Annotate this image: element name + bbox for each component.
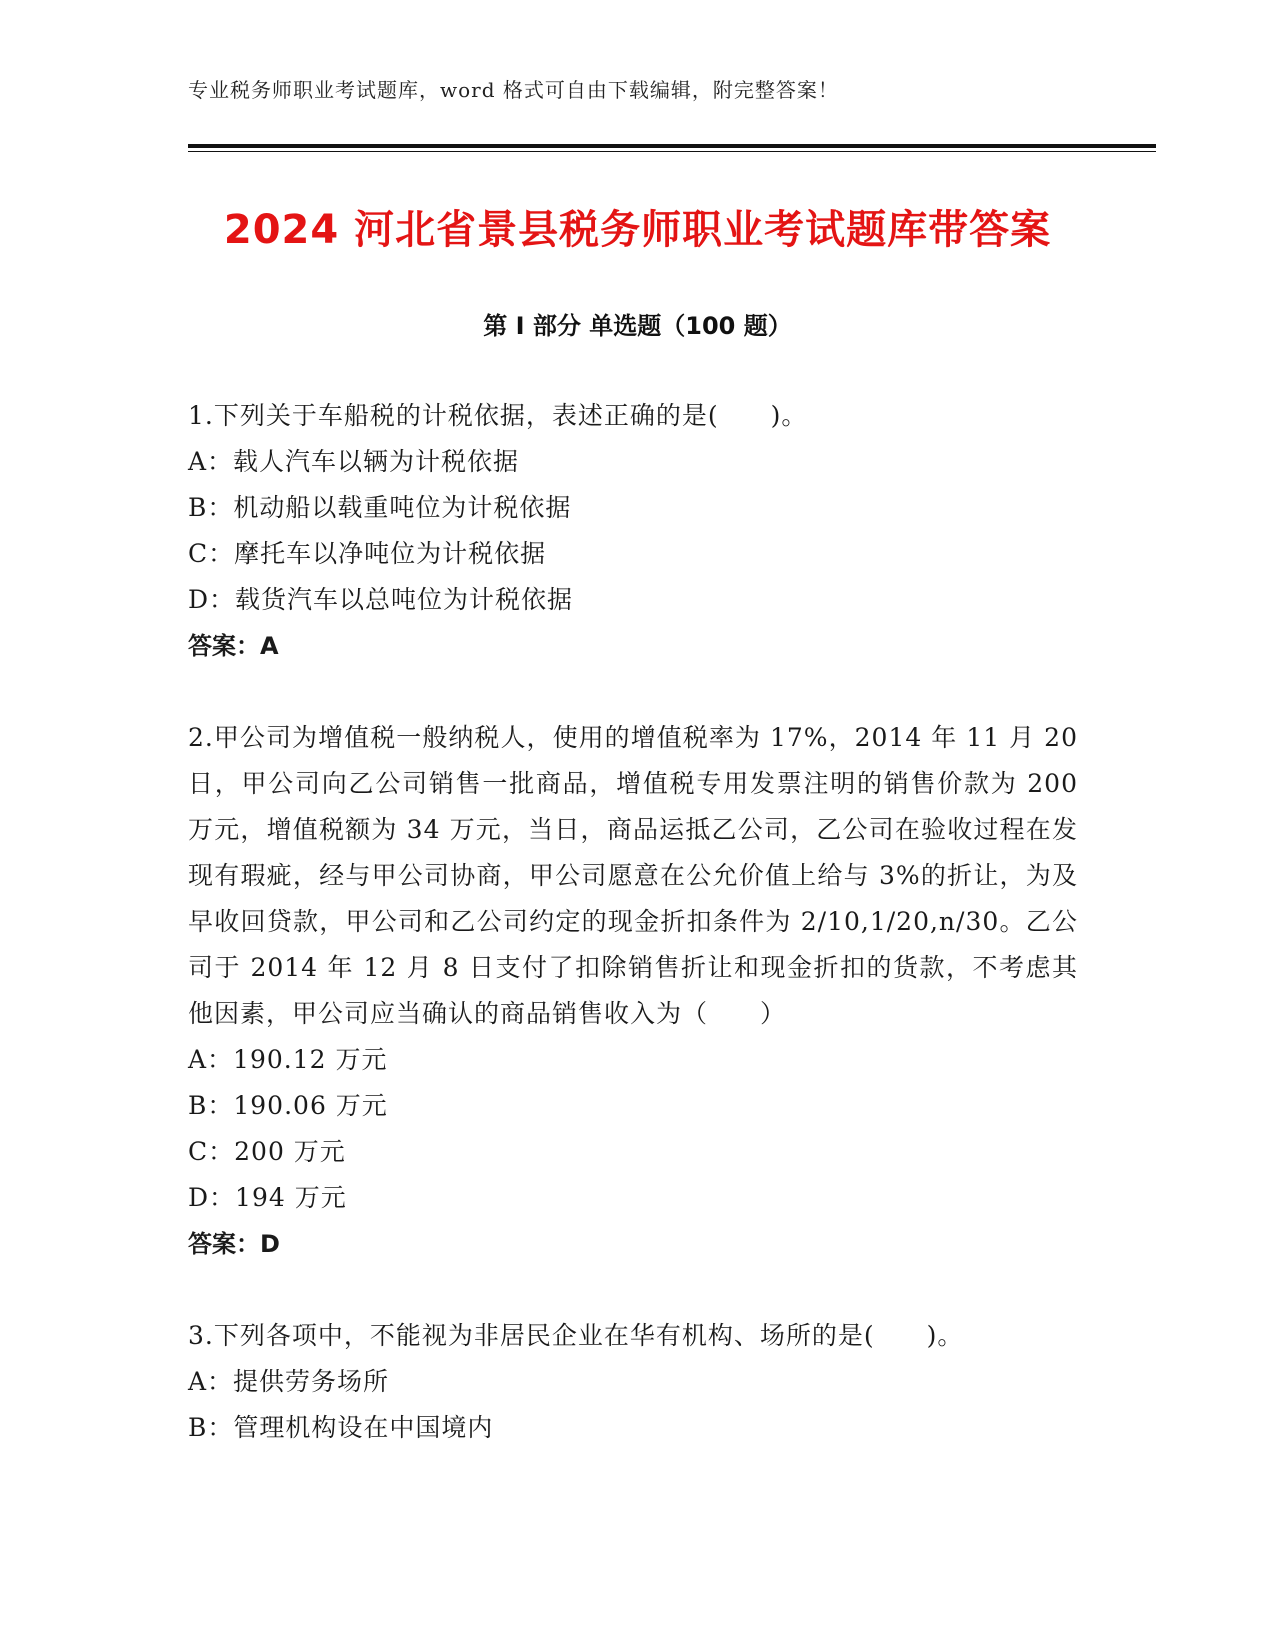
option-a: A：190.12 万元 xyxy=(188,1045,388,1074)
option-c: C：200 万元 xyxy=(188,1137,346,1166)
spacer xyxy=(188,669,1078,715)
option-a: A：载人汽车以辆为计税依据 xyxy=(188,447,520,476)
option-b: B：机动船以载重吨位为计税依据 xyxy=(188,493,572,522)
question-list xyxy=(188,393,1078,1451)
header-rule-thin xyxy=(188,151,1156,152)
question-3 xyxy=(188,1313,1078,1451)
question-stem: 3.下列各项中，不能视为非居民企业在华有机构、场所的是( )。 xyxy=(188,1321,964,1350)
header-rule-thick xyxy=(188,144,1156,148)
answer: 答案：A xyxy=(188,632,279,660)
question-stem: 2.甲公司为增值税一般纳税人，使用的增值税率为 17%，2014 年 11 月 20 日，甲公司向乙公司销售一批商品，增值税专用发票注明的销售价款为 200 万元，增值税额为 34 万元，当日，商品运抵乙公司，乙公司在验收过程在发现有瑕疵，经与甲公司协商，甲公司愿意在公允价值上给与 3%的折让，为及早收回贷款，甲公司和乙公司约定的现金折扣条件为 2/10,1/20,n/30。乙公司于 2014 年 12 月 8 日支付了扣除销售折让和现金折扣的货款，不考虑其他因素，甲公司应当确认的商品销售收入为（ ） xyxy=(188,723,1078,1028)
spacer xyxy=(188,1267,1078,1313)
question-2 xyxy=(188,715,1078,1267)
section-heading: 第 I 部分 单选题（100 题） xyxy=(483,312,792,340)
option-a: A：提供劳务场所 xyxy=(188,1367,390,1396)
option-b: B：190.06 万元 xyxy=(188,1091,388,1120)
question-stem: 1.下列关于车船税的计税依据，表述正确的是( )。 xyxy=(188,401,808,430)
document-title: 2024 河北省景县税务师职业考试题库带答案 xyxy=(223,207,1052,253)
header-note: 专业税务师职业考试题库，word 格式可自由下载编辑，附完整答案！ xyxy=(188,78,839,102)
answer: 答案：D xyxy=(188,1230,280,1258)
option-d: D：194 万元 xyxy=(188,1183,347,1212)
question-1 xyxy=(188,393,1078,669)
option-c: C：摩托车以净吨位为计税依据 xyxy=(188,539,547,568)
option-d: D：载货汽车以总吨位为计税依据 xyxy=(188,585,574,614)
option-b: B：管理机构设在中国境内 xyxy=(188,1413,494,1442)
